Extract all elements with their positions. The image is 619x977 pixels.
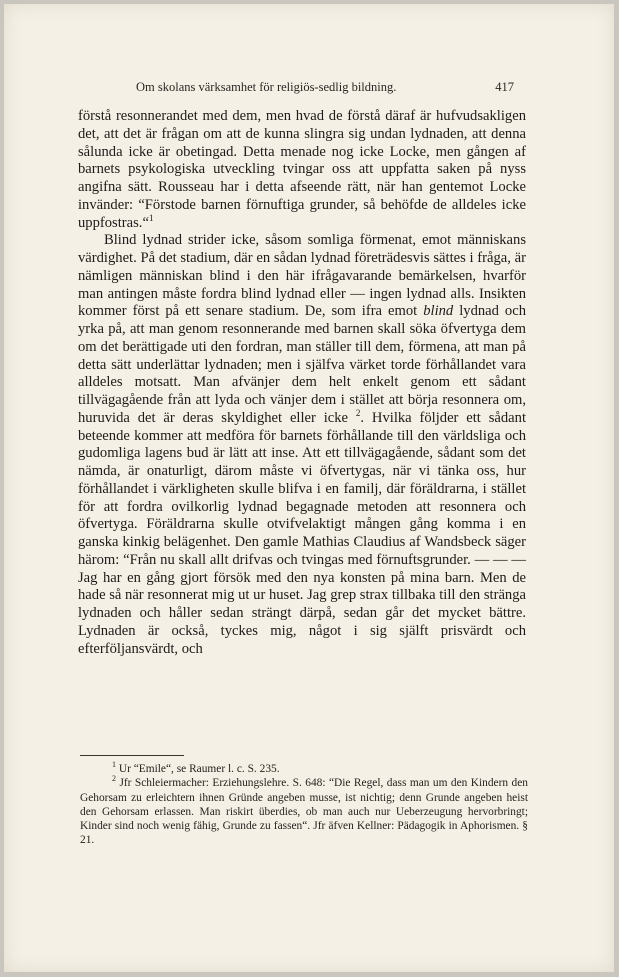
footnotes <box>80 762 528 848</box>
page-number: 417 <box>495 80 514 94</box>
footnote-2 <box>80 776 528 847</box>
paragraph-2-text-c: . Hvilka följder ett sådant beteende kommer att medföra för barnets förhållande till den världsliga och gudomliga lagens bud är lätt att inse. Att ett tillvägagående, sådant som det nämda, är onaturligt, därom måste vi öfvertygas, när vi tänka oss, hur förhållandet i värkligheten skulle blifva i en familj, där föräldrarna, i stället för att fordra ovilkorlig lydnad begagnade metoden att resonnera och öfvertyga. Föräldrarna skulle otvifvelaktigt mången gång komma i en ganska kinkig belägenhet. Den gamle Mathias Claudius af Wandsbeck säger härom: “Från nu skall allt drifvas och tvingas med förnuftsgrunder. — — — Jag har en gång gjort försök med den nya konsten på mina barn. Men de hade så när resonnerat mig ut ur huset. Jag grep strax tillbaka till den stränga lydnaden och håller sedan strängt därpå, sedan går det mycket bättre. Lydnaden är också, tyckes mig, något i sig själft prisvärdt och efterföljansvärdt, och <box>78 409 527 657</box>
footnote-separator <box>80 755 184 756</box>
paragraph-2 <box>78 232 526 658</box>
paragraph-2-text-b: lydnad och yrka på, att man genom resonnerande med barnen skall söka öfvertyga dem om det berättigade uti den fordran, man ställer till dem, förmena, att man på detta sätt underlättar lydnaden; men i själfva värket torde förhållandet vara alldeles motsatt. Man afvänjer dem helt enkelt genom ett sådant tillvägagående från att lyda och vänjer dem i stället att börja resonnera om, huruvida det är deras skyldighet eller icke <box>78 303 526 426</box>
paragraph-1-text: förstå resonnerandet med dem, men hvad de förstå däraf är hufvudsakligen det, att det är frågan om att de kunna slingra sig undan lydnaden, att denna sålunda icke är obetingad. Detta menade nog icke Locke, men gången af barnets psykologiska utveckling tvingar oss att uppfatta saken på nyss angifna sätt. Rousseau har i detta afseende rätt, när han gentemot Locke invänder: “Förstode barnen förnuftiga grunder, så behöfde de alldeles icke uppfostras.“ <box>78 108 526 231</box>
footnote-1-number: 1 <box>112 760 116 770</box>
footnote-1 <box>80 762 528 776</box>
running-title: Om skolans värksamhet för religiös-sedlig bildning. <box>136 80 397 94</box>
running-head <box>136 80 514 95</box>
main-text <box>78 108 526 658</box>
paragraph-1 <box>78 108 526 232</box>
footnote-ref-2: 2 <box>355 407 361 418</box>
paragraph-2-text-a: Blind lydnad strider icke, såsom somliga förmenat, emot människans värdighet. På det stadium, där en sådan lydnad företrädesvis sättes i fråga, är nämligen människan blind i den här ifrågavarande bemärkelsen, hvarför man antingen måste fordra blind lydnad eller — ingen lydnad alls. Insikten kommer först på ett senare stadium. De, som ifra emot <box>78 232 526 320</box>
footnote-1-text: Ur “Emile“, se Raumer l. c. S. 235. <box>118 763 280 775</box>
footnote-ref-1: 1 <box>148 212 154 223</box>
footnote-2-number: 2 <box>112 774 116 784</box>
book-page <box>4 4 614 972</box>
emphasis-blind: blind <box>423 303 454 320</box>
footnote-2-text: Jfr Schleiermacher: Erziehungslehre. S. 648: “Die Regel, dass man um den Kindern den Gehorsam zu erleichtern ihnen Gründe angeben musse, ist nichtig; denn Grunde angeben heist den Gehorsam erlassen. Man riskirt überdies, ob man auch nur Ueberzeugung hervorbringt; Kinder sind noch wenig fähig, Grunde zu fassen“. Jfr äfven Kellner: Pädagogik in Aphorismen. § 21. <box>80 777 528 847</box>
